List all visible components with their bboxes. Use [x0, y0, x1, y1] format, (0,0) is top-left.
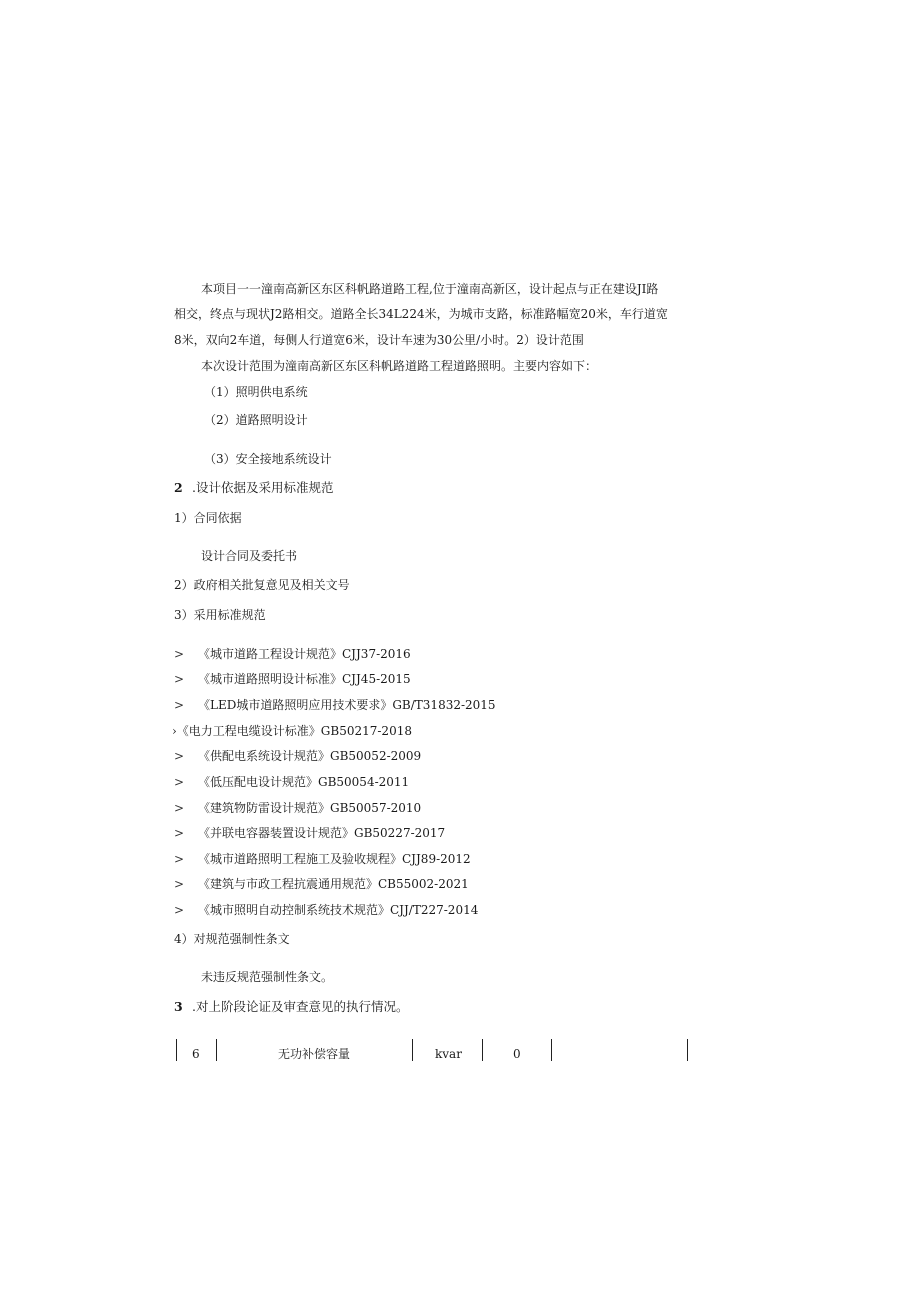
bullet-arrow: >	[174, 672, 185, 686]
row-item-name: 无功补偿容量	[278, 1047, 351, 1061]
section-2-number: 2	[174, 480, 183, 495]
scope-item-1: （1）照明供电系统	[204, 385, 308, 399]
standard-item: 《并联电容器装置设计规范》GB50227-2017	[198, 826, 446, 840]
bullet-arrow: >	[174, 826, 185, 840]
section-2-title: .设计依据及采用标准规范	[192, 480, 334, 495]
subsection-4-text: 未违反规范强制性条文。	[201, 970, 334, 984]
standard-item: 《低压配电设计规范》GB50054-2011	[198, 775, 410, 789]
standard-item: 《城市道路照明工程施工及验收规程》CJJ89-2012	[198, 852, 471, 866]
bullet-arrow: >	[174, 698, 185, 712]
bullet-arrow: >	[174, 903, 185, 917]
scope-item-3: （3）安全接地系统设计	[204, 452, 332, 466]
subsection-2-heading: 2）政府相关批复意见及相关文号	[174, 578, 350, 592]
subsection-4-heading: 4）对规范强制性条文	[174, 932, 290, 946]
project-line-4: 本次设计范围为潼南高新区东区科帆路道路工程道路照明。主要内容如下：	[201, 359, 598, 373]
standard-item: 《LED城市道路照明应用技术要求》GB/T31832-2015	[198, 698, 496, 712]
row-unit: kvar	[435, 1047, 462, 1061]
standard-item: 《城市道路工程设计规范》CJJ37-2016	[198, 647, 411, 661]
scope-item-2: （2）道路照明设计	[204, 413, 308, 427]
standard-item: ›《电力工程电缆设计标准》GB50217-2018	[172, 724, 412, 738]
table-cell-border	[482, 1039, 483, 1061]
row-value: 0	[513, 1047, 521, 1061]
row-index: 6	[192, 1047, 200, 1061]
standard-item: 《城市照明自动控制系统技术规范》CJJ/T227-2014	[198, 903, 479, 917]
standard-item: 《城市道路照明设计标准》CJJ45-2015	[198, 672, 411, 686]
subsection-3-heading: 3）采用标准规范	[174, 608, 266, 622]
table-cell-border	[412, 1039, 413, 1061]
bullet-arrow: >	[174, 877, 185, 891]
bullet-arrow: >	[174, 775, 185, 789]
bullet-arrow: >	[174, 749, 185, 763]
standard-item: 《建筑与市政工程抗震通用规范》CB55002-2021	[198, 877, 469, 891]
bullet-arrow: >	[174, 801, 185, 815]
table-cell-border	[176, 1039, 177, 1061]
section-3-number: 3	[174, 999, 183, 1014]
section-3-title: .对上阶段论证及审查意见的执行情况。	[192, 999, 409, 1014]
standard-item: 《建筑物防雷设计规范》GB50057-2010	[198, 801, 422, 815]
table-cell-border	[551, 1039, 552, 1061]
subsection-1-heading: 1）合同依据	[174, 511, 242, 525]
project-line-1: 本项目一一潼南高新区东区科帆路道路工程,位于潼南高新区，设计起点与正在建设JI路	[201, 282, 659, 296]
bullet-arrow: >	[174, 647, 185, 661]
table-cell-border	[216, 1039, 217, 1061]
project-line-2: 相交，终点与现状J2路相交。道路全长34L224米，为城市支路，标准路幅宽20米，车行道宽	[174, 307, 668, 321]
table-cell-border	[687, 1039, 688, 1061]
project-line-3: 8米，双向2车道，每侧人行道宽6米，设计车速为30公里/小时。2）设计范围	[174, 333, 584, 347]
bullet-arrow: >	[174, 852, 185, 866]
standard-item: 《供配电系统设计规范》GB50052-2009	[198, 749, 422, 763]
subsection-1-text: 设计合同及委托书	[201, 549, 298, 563]
